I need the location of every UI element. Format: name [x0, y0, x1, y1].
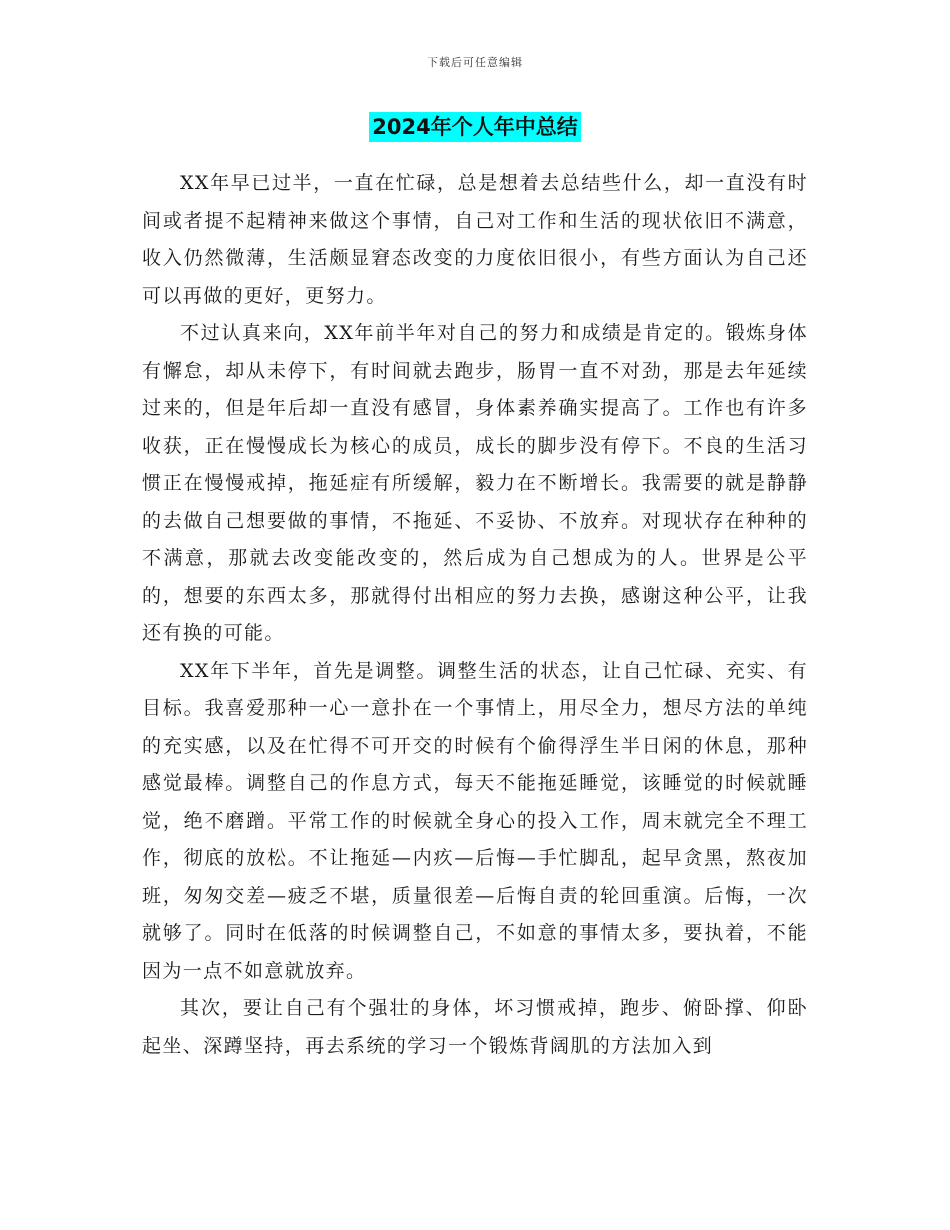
document-title-text: 2024年个人年中总结 — [369, 112, 580, 142]
paragraph-4: 其次，要让自己有个强壮的身体，坏习惯戒掉，跑步、俯卧撑、仰卧起坐、深蹲坚持，再去系统的学习一个锻炼背阔肌的方法加入到 — [142, 997, 808, 1057]
document-body — [142, 165, 808, 1065]
paragraph-1: XX年早已过半，一直在忙碌，总是想着去总结些什么，却一直没有时间或者提不起精神来做这个事情，自己对工作和生活的现状依旧不满意，收入仍然微薄，生活颇显窘态改变的力度依旧很小，有些方面认为自己还可以再做的更好，更努力。 — [142, 172, 808, 307]
page-header-note: 下载后可任意编辑 — [427, 56, 523, 69]
paragraph-3: XX年下半年，首先是调整。调整生活的状态，让自己忙碌、充实、有目标。我喜爱那种一心一意扑在一个事情上，用尽全力，想尽方法的单纯的充实感，以及在忙得不可开交的时候有个偷得浮生半日闲的休息，那种感觉最棒。调整自己的作息方式，每天不能拖延睡觉，该睡觉的时候就睡觉，绝不磨蹭。平常工作的时候就全身心的投入工作，周末就完全不理工作，彻底的放松。不让拖延—内疚—后悔—手忙脚乱，起早贪黑，熬夜加班，匆匆交差—疲乏不堪，质量很差—后悔自责的轮回重演。后悔，一次就够了。同时在低落的时候调整自己，不如意的事情太多，要执着，不能因为一点不如意就放弃。 — [142, 659, 808, 982]
paragraph-2: 不过认真来向，XX年前半年对自己的努力和成绩是肯定的。锻炼身体有懈怠，却从未停下，有时间就去跑步，肠胃一直不对劲，那是去年延续过来的，但是年后却一直没有感冒，身体素养确实提高了。工作也有许多收获，正在慢慢成长为核心的成员，成长的脚步没有停下。不良的生活习惯正在慢慢戒掉，拖延症有所缓解，毅力在不断增长。我需要的就是静静的去做自己想要做的事情，不拖延、不妥协、不放弃。对现状存在种种的不满意，那就去改变能改变的，然后成为自己想成为的人。世界是公平的，想要的东西太多，那就得付出相应的努力去换，感谢这种公平，让我还有换的可能。 — [142, 322, 808, 644]
document-title — [0, 112, 950, 142]
